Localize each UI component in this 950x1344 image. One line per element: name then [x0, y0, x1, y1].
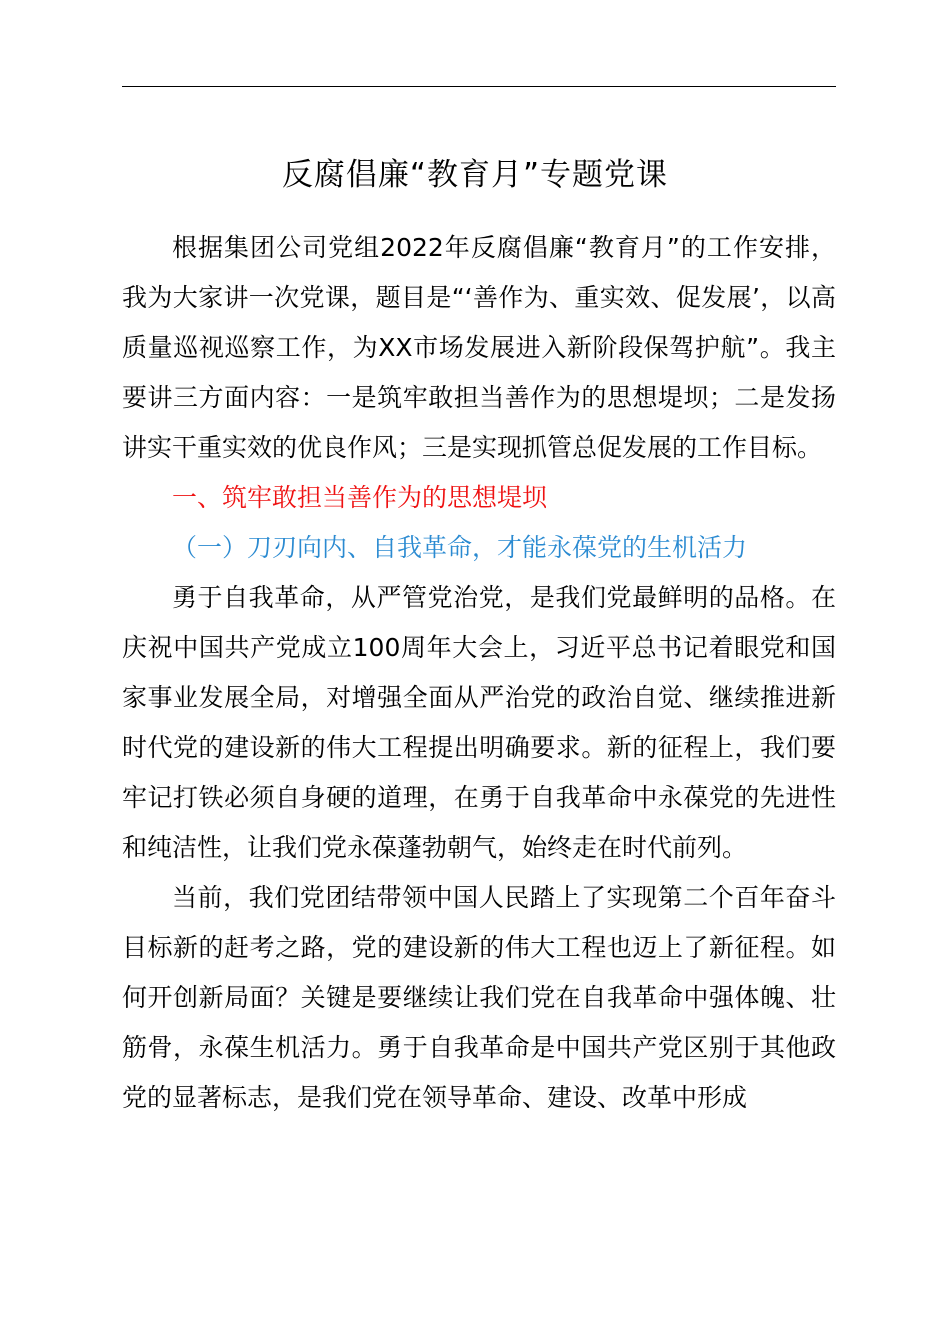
- body-paragraph: 勇于自我革命，从严管党治党，是我们党最鲜明的品格。在庆祝中国共产党成立100周年大会上，习近平总书记着眼党和国家事业发展全局，对增强全面从严治党的政治自觉、继续推进新时代党的建设新的伟大工程提出明确要求。新的征程上，我们要牢记打铁必须自身硬的道理，在勇于自我革命中永葆党的先进性和纯洁性，让我们党永葆蓬勃朝气，始终走在时代前列。: [122, 583, 836, 862]
- header-rule: [122, 86, 836, 87]
- intro-paragraph: 根据集团公司党组2022年反腐倡廉“教育月”的工作安排，我为大家讲一次党课，题目是“‘善作为、重实效、促发展’，以高质量巡视巡察工作，为XX市场发展进入新阶段保驾护航”。我主要讲三方面内容：一是筑牢敢担当善作为的思想堤坝；二是发扬讲实干重实效的优良作风；三是实现抓管总促发展的工作目标。: [122, 233, 836, 462]
- document-title: 反腐倡廉“教育月”专题党课: [281, 157, 669, 193]
- section-heading-1: 一、筑牢敢担当善作为的思想堤坝: [172, 483, 548, 512]
- body-paragraph: 当前，我们党团结带领中国人民踏上了实现第二个百年奋斗目标新的赶考之路，党的建设新的伟大工程也迈上了新征程。如何开创新局面？关键是要继续让我们党在自我革命中强体魄、壮筋骨，永葆生机活力。勇于自我革命是中国共产党区别于其他政党的显著标志，是我们党在领导革命、建设、改革中形成: [122, 883, 836, 1112]
- document-body: [122, 223, 836, 1123]
- subsection-heading-1: （一）刀刃向内、自我革命，才能永葆党的生机活力: [172, 533, 748, 562]
